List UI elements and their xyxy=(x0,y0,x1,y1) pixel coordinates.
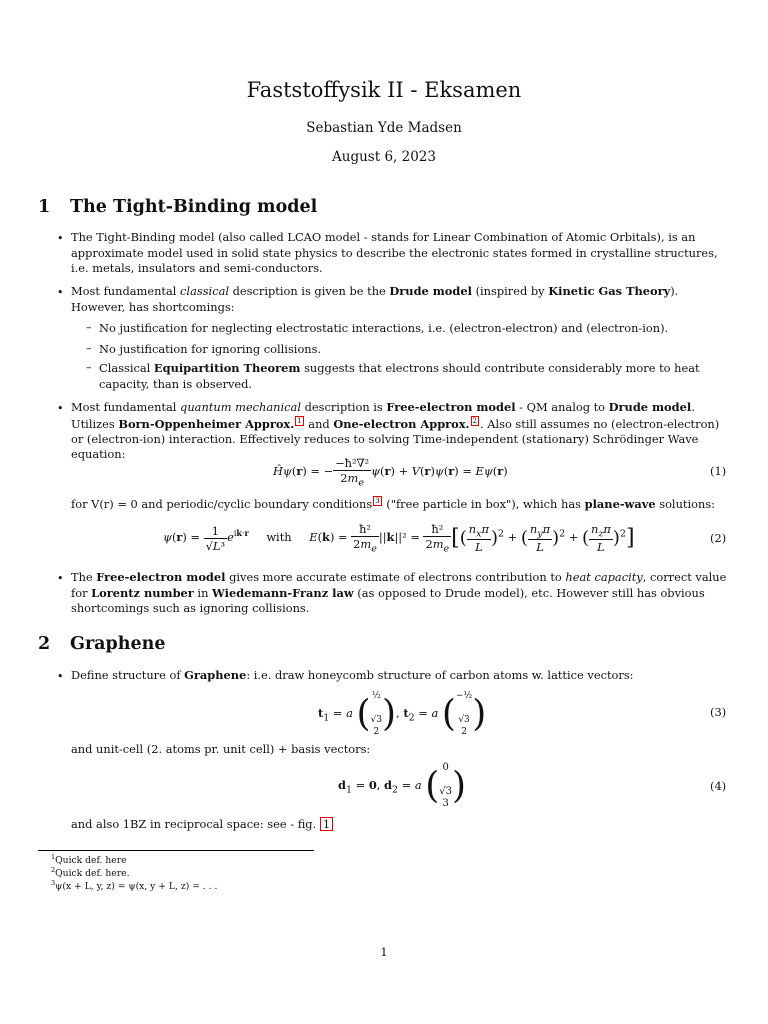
equation-4: $d_1 = 0$, $d_2 = a$ ( 0 √3 3) xyxy=(338,762,467,809)
dash-marker: – xyxy=(86,321,92,334)
bullet-icon: • xyxy=(57,286,64,299)
dash-marker: – xyxy=(86,342,92,355)
date: August 6, 2023 xyxy=(332,149,436,165)
equation-number: (4) xyxy=(710,779,727,793)
paragraph-unit-cell: and unit-cell (2. atoms pr. unit cell) + basis vectors: xyxy=(71,742,371,756)
paragraph-graphene: Define structure of Graphene: i.e. draw honeycomb structure of carbon atoms w. lattice vectors: xyxy=(71,668,634,682)
equation-number: (1) xyxy=(710,464,727,478)
footnote-2: $^2$Quick def. here. xyxy=(51,866,130,880)
bullet-icon: • xyxy=(57,402,64,415)
with-label: with xyxy=(266,530,292,545)
bullet-icon: • xyxy=(57,232,64,245)
dash-marker: – xyxy=(86,361,92,374)
equation-3: $t_1 = a$ (½ √3 2), $t_2 = a$ (−½ √3 2 ) xyxy=(318,691,487,737)
bullet-icon: • xyxy=(57,572,64,585)
equation-2: ψ(r) = $\frac{1}{\text{√L³}}$ $e^{ik\cdot r}$ with E(k) = $\frac{\text{ħ²}}{2m_e}$ ||k||² = $\frac{\text{ħ²}}{2m_e}$ [( $\frac{n_x\pi}{L}$ )$^2$ + ( $\frac{n_y\pi}{L}$ )$^2$ + ( $\frac{n_z\pi}{L}$ )$^2$] xyxy=(163,522,635,555)
equation-number: (3) xyxy=(710,705,727,719)
paper-title: Faststoffysik II - Eksamen xyxy=(246,78,522,102)
paragraph-boundary: for V(r) = 0 and periodic/cyclic boundary conditions 3 ("free particle in box"), which has plane-wave solutions: xyxy=(71,496,716,511)
footnote-ref[interactable]: 1 xyxy=(297,416,302,425)
footnote-1: $^1$Quick def. here xyxy=(51,853,127,867)
footnote-rule xyxy=(38,850,314,851)
paragraph-free-electron: Most fundamental quantum mechanical description is Free-electron model - QM analog to Drude model. Utilizes Born-Oppenheimer Approx. 1 and One-electron Approx. 2 . Also still assumes no (electron-electron) or (electron-ion) interaction. Effectively reduces to solving Time-independent (stationary) Schrödinger Wave equation: xyxy=(71,400,720,462)
figure-ref[interactable]: 1 xyxy=(320,817,333,831)
section-heading-1: 1 The Tight-Binding model xyxy=(38,197,318,217)
paragraph-1bz: and also 1BZ in reciprocal space: see - fig. 1 xyxy=(71,817,729,833)
equation-number: (2) xyxy=(710,531,727,545)
paragraph-tight-binding: The Tight-Binding model (also called LCAO model - stands for Linear Combination of Atomic Orbitals), is an approximate model used in solid state physics to describe the electronic states formed in crystalline structures, i.e. metals, insulators and semi-conductors. xyxy=(71,230,718,275)
author: Sebastian Yde Madsen xyxy=(306,120,462,136)
shortcoming-3: Classical Equipartition Theorem suggests that electrons should contribute considerably more to heat capacity, than is observed. xyxy=(99,361,700,391)
section-heading-2: 2 Graphene xyxy=(38,634,166,654)
bullet-icon: • xyxy=(57,670,64,683)
equation-1: Ĥψ(r) = − $\frac{\text{−ħ²∇²}}{2m_e}$ ψ(r) + V(r)ψ(r) = Eψ(r) xyxy=(273,456,508,489)
footnote-ref[interactable]: 3 xyxy=(375,497,380,505)
paragraph-free-electron-heat: The Free-electron model gives more accurate estimate of electrons contribution to heat capacity, correct value for Lorentz number in Wiedemann-Franz law (as opposed to Drude model), etc. However still has obvious shortcomings such as ignoring collisions. xyxy=(71,570,727,615)
shortcoming-2: No justification for ignoring collisions. xyxy=(99,342,322,356)
footnote-ref[interactable]: 2 xyxy=(472,416,477,425)
page-number: 1 xyxy=(380,945,388,959)
footnote-3: $^3$ψ(x + L, y, z) = ψ(x, y + L, z) = . . . xyxy=(51,879,218,893)
shortcoming-1: No justification for neglecting electrostatic interactions, i.e. (electron-electron) and (electron-ion). xyxy=(99,321,669,335)
paragraph-drude: Most fundamental classical description is given be the Drude model (inspired by Kinetic Gas Theory). However, has shortcomings: xyxy=(71,284,679,314)
